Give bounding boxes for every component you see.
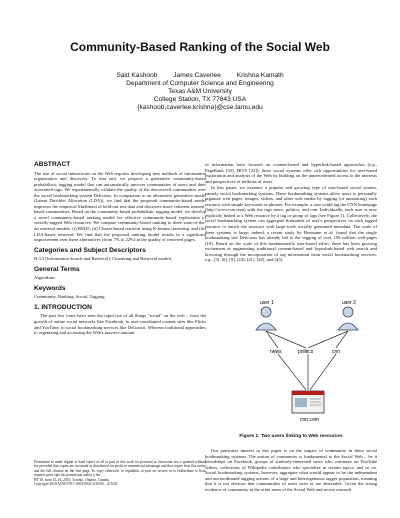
tag-links xyxy=(266,331,348,390)
paper-title: Community-Based Ranking of the Social Web xyxy=(70,40,330,54)
author-name: Said Kashoob xyxy=(116,72,158,79)
author-city: College Station, TX 77843 USA xyxy=(153,96,247,103)
tag-cnn-label: cnn xyxy=(332,349,341,355)
acm-copyright-text: Copyright 2010 ACM 978-1-4503-0041-4/10/06 ...$10.00. xyxy=(34,482,119,487)
introduction-heading: 1. INTRODUCTION xyxy=(34,303,92,311)
resource-label: cnn.com xyxy=(300,417,319,423)
keywords-text: Community, Ranking, Social, Tagging xyxy=(34,294,105,300)
right-column xyxy=(205,162,377,263)
venue-text: HT'10, June 13–16, 2010, Toronto, Ontario, Canada. xyxy=(34,477,110,482)
copyright-notice xyxy=(34,460,206,486)
right-column-continued xyxy=(205,448,377,492)
permission-text: Permission to make digital or hard copies of all or part of this work for personal or classroom use is granted without fee provided that copies are not made or distributed for profit or commercial advantage and that copies bear this notice and the full citation on the first page. To copy otherwise, to republish, to post on servers or to redistribute to lists, requires prior specific permission and/or a fee. xyxy=(34,460,206,478)
categories-heading: Categories and Subject Descriptors xyxy=(34,246,146,254)
author-block xyxy=(0,72,400,112)
keywords-heading: Keywords xyxy=(34,284,66,292)
categories-text: H.3.3 [Information Search and Retrieval]: Clustering and Retrieval models xyxy=(34,256,172,262)
tag-politics-label: politics xyxy=(298,349,314,355)
user-2-label: user 2 xyxy=(342,300,356,306)
author-names xyxy=(0,72,400,80)
introduction-text: The past few years have seen the rapid rise of all things "social" on the web – from the growth of online social networks like Facebook, to user-contributed content sites like Flickr and YouTube, to social bookmarking services like Delicious. Whereas traditional approaches to organizing and accessing the Web's massive amount xyxy=(34,313,206,336)
general-terms-heading: General Terms xyxy=(34,265,80,273)
web-resource-icon xyxy=(292,391,324,413)
user-1-label: user 1 xyxy=(260,300,274,306)
author-university: Texas A&M University xyxy=(168,88,232,95)
user-2-icon xyxy=(338,307,358,330)
figure-1-diagram xyxy=(248,298,368,428)
abstract-heading: ABSTRACT xyxy=(34,161,71,168)
right-paragraph-2: In this paper, we examine a popular and growing type of user-based social system, namely social bookmarking systems. These bookmarking systems allow users to personally organize web pages, images, videos, and other web media by tagging (or annotating) each resource with simple keywords or phrases. For example, a user could tag the CNN homepage (http://www.cnn.com) with the tags news, politics, and cnn. Individually, each user is now explicitly linked to a Web resource by a tag or group of tags (see Figure 1). Collectively, the social bookmarking system can aggregate thousands of user's perspectives on each tagged resource to enrich the resource with large-scale socially generated metadata. The scale of these systems is large; indeed, a recent study by Heymann et al. found that the single bookmarking site Delicious has already led to the tagging of over 150 million web-pages [19]. Based on the scale of this fundamentally user-based effort, there has been growing excitement at augmenting traditional content-based and hyperlink-based web search and browsing through the incorporation of tag information from social bookmarking services, e.g., [3], [6], [9], [24], [41], [42], and [43]. xyxy=(205,185,377,263)
tag-news-label: news xyxy=(270,349,282,355)
author-name: James Caverlee xyxy=(173,72,221,79)
general-terms-text: Algorithms xyxy=(34,275,55,281)
author-name: Krishna Kamath xyxy=(236,72,284,79)
right-paragraph-3: Our particular interest in this paper is on the impact of community in these social bookmarking systems. The notion of community is fundamental to the Social Web – be it friendships on Facebook, groups of similarly-interested users who comment on YouTube videos, collections of Wikipedia contributors who specialize in certain topics, and so on. Social bookmarking systems, however, aggregate what would appear to be the independent and uncoordinated tagging actions of a large and heterogeneous tagger population, meaning that it is not obvious that communities of users exist or are detectable. Given the strong evidence of community in the other areas of the Social Web and recent research xyxy=(205,448,377,492)
user-1-icon xyxy=(256,307,276,330)
abstract-text: The rise of social interactions on the Web requires developing new methods of information organization and discovery. To that end, we propose a generative community-based probabilistic tagging model that can automatically uncover communities of users and their associated tags. We experimentally validate the quality of the discovered communities over the social bookmarking system Delicious. In comparison to an alternative generative model (Latent Dirichlet Allocation (LDA)), we find that the proposed community-based model improves the empirical likelihood of held-out test data and discovers more coherent interest-based communities. Based on the community-based probabilistic tagging model, we develop a novel community-based ranking model for effective community-based exploration of socially-tagged Web resources. We compare community-based ranking to three state-of-the-art retrieval models: (i) BM25; (ii) Cluster-based retrieval using K-means clustering; and (iii) LDA-based retrieval. We find that the proposed ranking model results in a significant improvement over these alternatives (from 7% to 22%) in the quality of retrieved pages. xyxy=(34,170,206,243)
right-paragraph-1: of information have focused on content-based and hyperlink-based approaches (e.g., PageRank [33], HITS [22]), these social systems offer rich opportunities for user-based exploration and analysis of the Web by building on the unprecedented access to the interests and perspectives of millions of users. xyxy=(205,162,377,184)
author-emails: {kashoob,caverlee,krishna}@cse.tamu.edu xyxy=(137,104,263,111)
left-column xyxy=(34,162,206,336)
figure-1-caption: Figure 1: Two users linking to Web resources xyxy=(239,434,343,439)
author-department: Department of Computer Science and Engineering xyxy=(126,80,274,87)
